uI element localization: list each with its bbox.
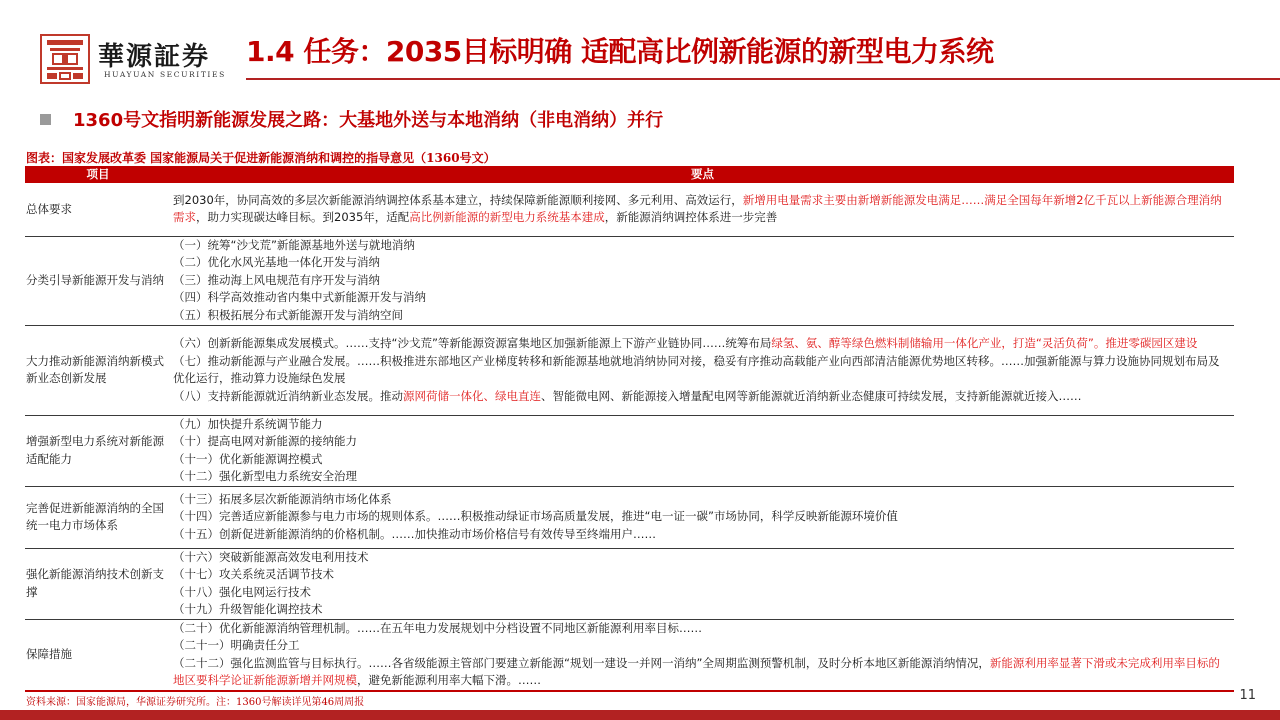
point-text: （六）创新新能源集成发展模式。……支持“沙戈荒”等新能源资源富集地区加强新能源上下游产业链协同……统筹布局 (173, 336, 772, 350)
point-item (173, 468, 1228, 486)
table-row (25, 548, 1234, 619)
point-text: （十二）强化新型电力系统安全治理 (173, 469, 357, 483)
brand-name-en: HUAYUAN SECURITIES (104, 70, 226, 79)
point-item (173, 272, 1228, 290)
point-text: ，避免新能源利用率大幅下滑。…… (357, 673, 541, 688)
point-item (173, 353, 1228, 388)
point-text: （二十二）强化监测监管与目标执行。……各省级能源主管部门要建立新能源“规划一建设一并网一消纳”全周期监测预警机制，及时分析本地区新能源消纳情况， (173, 655, 990, 670)
point-text: ，新能源消纳调控体系进一步完善 (604, 210, 778, 225)
point-item (173, 526, 1228, 544)
point-text: （二十）优化新能源消纳管理机制。……在五年电力发展规划中分档设置不同地区新能源利用率目标…… (173, 620, 702, 635)
row-points (171, 486, 1234, 548)
highlighted-text: 源网荷储一体化、绿电直连 (403, 388, 541, 403)
point-item (173, 237, 1228, 255)
row-points (171, 236, 1234, 325)
highlighted-text: 新增用电量需求主要由新增新能源发电满足……满足全国每年新增2亿千瓦以上新能源合理消纳需求 (173, 192, 1222, 225)
brand-name-cn: 華源証券 (98, 42, 211, 72)
header-category: 项目 (25, 166, 171, 183)
subheading-text: 1360号文指明新能源发展之路：大基地外送与本地消纳（非电消纳）并行 (73, 110, 664, 131)
point-item (173, 416, 1228, 434)
row-category: 保障措施 (26, 647, 72, 661)
row-category: 完善促进新能源消纳的全国统一电力市场体系 (26, 500, 164, 532)
square-bullet-icon (40, 114, 51, 125)
table-body (25, 183, 1234, 691)
point-text: （五）积极拓展分布式新能源开发与消纳空间 (173, 307, 403, 322)
table-row (25, 236, 1234, 325)
row-category: 总体要求 (26, 201, 72, 216)
point-text: （十八）强化电网运行技术 (173, 584, 311, 599)
table-row (25, 183, 1234, 236)
point-item (173, 601, 1228, 619)
point-text: （十五）创新促进新能源消纳的价格机制。……加快推动市场价格信号有效传导至终端用户…… (173, 526, 656, 541)
point-item (173, 566, 1228, 584)
highlighted-text: 绿氢、氨、醇等绿色燃料制储输用一体化产业，打造“灵活负荷”。推进零碳园区建设 (771, 336, 1198, 350)
table-header-row (25, 166, 1234, 183)
point-text: （十四）完善适应新能源参与电力市场的规则体系。……积极推动绿证市场高质量发展，推进“电一证一碳”市场协同，科学反映新能源环境价值 (173, 509, 898, 524)
point-item (173, 584, 1228, 602)
point-text: （一）统筹“沙戈荒”新能源基地外送与就地消纳 (173, 237, 415, 252)
point-item (173, 451, 1228, 469)
point-text: （十三）拓展多层次新能源消纳市场化体系 (173, 491, 392, 506)
point-text: 到2030年，协同高效的多层次新能源消纳调控体系基本建立，持续保障新能源顺利接网、多元利用、高效运行， (173, 192, 743, 207)
row-category: 分类引导新能源开发与消纳 (26, 272, 164, 287)
point-text: （九）加快提升系统调节能力 (173, 416, 323, 431)
row-points (171, 548, 1234, 619)
point-item (173, 637, 1228, 655)
highlighted-text: 新能源利用率显著下滑或未完成利用率目标的地区要科学论证新能源新增并网规模 (173, 655, 1220, 688)
point-text: 、智能微电网、新能源接入增量配电网等新能源就近消纳新业态健康可持续发展，支持新能源就近接入…… (541, 388, 1082, 403)
table-row (25, 415, 1234, 486)
bottom-bar (0, 710, 1280, 720)
row-points (171, 415, 1234, 486)
point-text: （七）推动新能源与产业融合发展。……积极推进东部地区产业梯度转移和新能源基地就地消纳协同对接，稳妥有序推动高载能产业向西部清洁能源优势地区转移。……加强新能源与算力设施协同规划布局及优化运行，推动算力设施绿色发展 (173, 353, 1220, 385)
point-text: （十六）突破新能源高效发电利用技术 (173, 549, 369, 564)
point-item (173, 620, 1228, 638)
header-points: 要点 (171, 166, 1234, 183)
point-text: （十）提高电网对新能源的接纳能力 (173, 434, 357, 448)
row-points (171, 619, 1234, 691)
point-item (173, 388, 1228, 406)
page-title: 1.4 任务：2035目标明确 适配高比例新能源的新型电力系统 (246, 35, 994, 68)
row-category: 增强新型电力系统对新能源适配能力 (26, 434, 164, 466)
row-points (171, 183, 1234, 236)
point-item (173, 508, 1228, 526)
title-divider (246, 78, 1280, 80)
point-text: ，助力实现碳达峰目标。到2035年，适配 (196, 210, 410, 225)
row-category: 大力推动新能源消纳新模式新业态创新发展 (26, 353, 164, 385)
point-text: （三）推动海上风电规范有序开发与消纳 (173, 272, 380, 287)
point-text: （四）科学高效推动省内集中式新能源开发与消纳 (173, 290, 426, 305)
point-item (173, 433, 1228, 451)
row-points (171, 325, 1234, 415)
highlighted-text: 高比例新能源的新型电力系统基本建成 (409, 210, 605, 225)
point-text: （十七）攻关系统灵活调节技术 (173, 567, 334, 581)
point-text: （二十一）明确责任分工 (173, 638, 300, 653)
point-item (173, 307, 1228, 325)
point-item (173, 655, 1228, 690)
table-caption: 图表：国家发展改革委 国家能源局关于促进新能源消纳和调控的指导意见（1360号文） (26, 151, 496, 165)
source-note: 资料来源：国家能源局，华源证券研究所。注：1360号解读详见第46周周报 (26, 697, 365, 708)
table-row (25, 486, 1234, 548)
point-text: （二）优化水风光基地一体化开发与消纳 (173, 255, 380, 270)
point-text: （十九）升级智能化调控技术 (173, 602, 323, 616)
table-row (25, 325, 1234, 415)
point-item (173, 192, 1228, 227)
point-text: （十一）优化新能源调控模式 (173, 451, 323, 466)
point-text: （八）支持新能源就近消纳新业态发展。推动 (173, 388, 403, 403)
policy-table (25, 166, 1234, 692)
point-item (173, 254, 1228, 272)
page-number: 11 (1239, 688, 1256, 703)
section-subheading (40, 106, 663, 132)
point-item (173, 491, 1228, 509)
row-category: 强化新能源消纳技术创新支撑 (26, 567, 164, 599)
point-item (173, 335, 1228, 353)
table-row (25, 619, 1234, 691)
point-item (173, 289, 1228, 307)
company-logo (40, 34, 90, 84)
point-item (173, 549, 1228, 567)
